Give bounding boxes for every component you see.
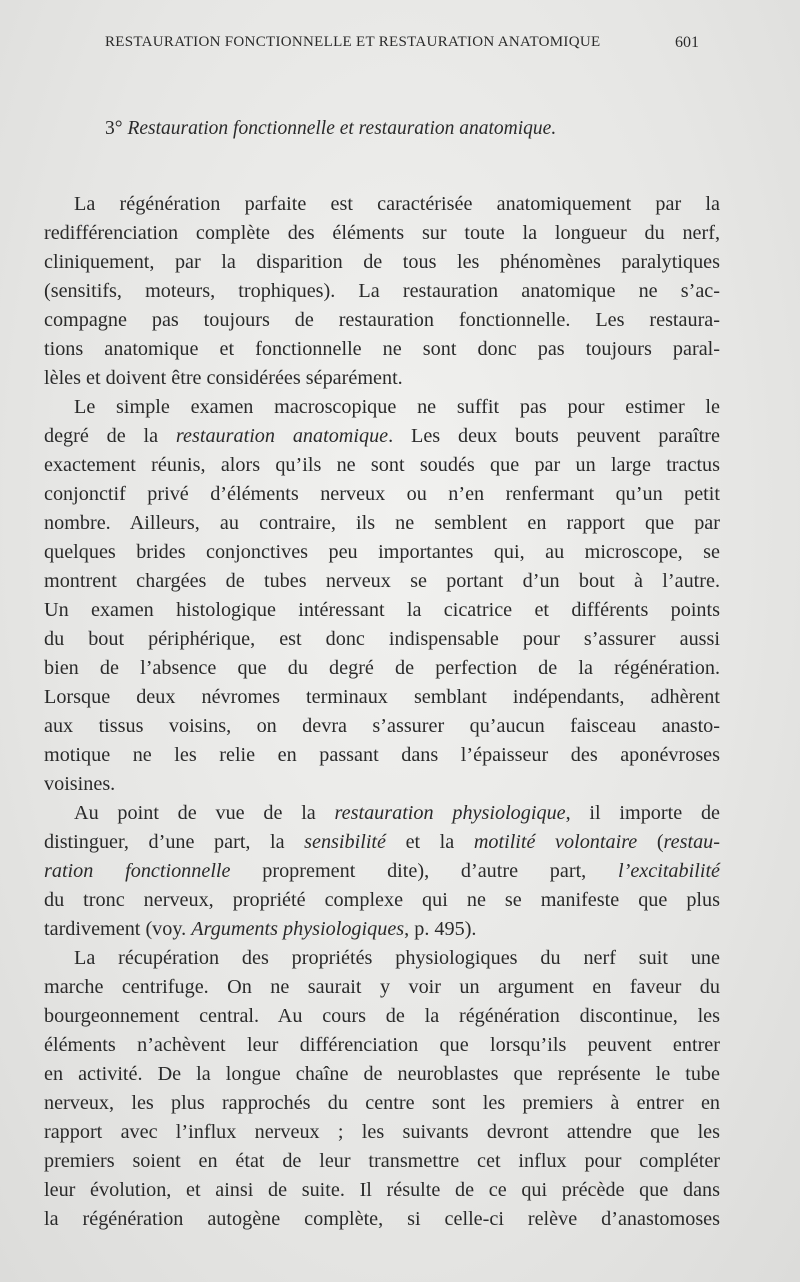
text-line: premiers soient en état de leur transmettre cet influx pour compléter	[44, 1150, 720, 1172]
text-span: proprement dite), d’autre part,	[230, 860, 618, 882]
text-line: nombre. Ailleurs, au contraire, ils ne semblent en rapport que par	[44, 512, 720, 534]
text-line	[44, 915, 720, 944]
text-line: voisines.	[44, 773, 116, 795]
text-line: du tronc nerveux, propriété complexe qui ne se manifeste que plus	[44, 889, 720, 911]
text-line: (sensitifs, moteurs, trophiques). La restauration anatomique ne s’ac-	[44, 280, 720, 302]
section-title-text: Restauration fonctionnelle et restauration anatomique.	[127, 118, 557, 139]
text-line: leur évolution, et ainsi de suite. Il résulte de ce qui précède que dans	[44, 1179, 720, 1201]
text-line: du bout périphérique, est donc indispensable pour s’assurer aussi	[44, 628, 720, 650]
text-line: cliniquement, par la disparition de tous les phénomènes paralytiques	[44, 251, 720, 273]
text-line	[44, 857, 720, 886]
text-line: La récupération des propriétés physiologiques du nerf suit une	[74, 947, 720, 969]
text-span: et la	[386, 831, 474, 853]
text-line: montrent chargées de tubes nerveux se portant d’un bout à l’autre.	[44, 570, 720, 592]
text-line: éléments n’achèvent leur différenciation que lorsqu’ils peuvent entrer	[44, 1034, 720, 1056]
body-text	[44, 190, 720, 1234]
emphasis-arguments-physiologiques: Arguments physiologiques	[191, 918, 405, 940]
text-span: . Les deux bouts peuvent paraître	[388, 425, 720, 447]
text-line: exactement réunis, alors qu’ils ne sont soudés que par un large tractus	[44, 454, 720, 476]
text-line: aux tissus voisins, on devra s’assurer qu’aucun faisceau anasto-	[44, 715, 720, 737]
text-line	[44, 422, 720, 451]
running-head: RESTAURATION FONCTIONNELLE ET RESTAURATION ANATOMIQUE	[105, 34, 601, 50]
text-line: Lorsque deux névromes terminaux semblant indépendants, adhèrent	[44, 686, 720, 708]
text-line: quelques brides conjonctives peu importantes qui, au microscope, se	[44, 541, 720, 563]
text-line: bourgeonnement central. Au cours de la régénération discontinue, les	[44, 1005, 720, 1027]
text-span: Au point de vue de la	[74, 802, 335, 824]
text-span: tardivement (voy.	[44, 918, 192, 940]
text-line: marche centrifuge. On ne saurait y voir un argument en faveur du	[44, 976, 720, 998]
text-line: compagne pas toujours de restauration fonctionnelle. Les restaura-	[44, 309, 720, 331]
text-line: Le simple examen macroscopique ne suffit pas pour estimer le	[74, 396, 720, 418]
text-line: la régénération autogène complète, si celle-ci relève d’anastomoses	[44, 1208, 720, 1230]
emphasis-restauration-physiologique: restauration physiologique	[334, 802, 566, 824]
section-number: 3°	[105, 118, 123, 139]
emphasis-restau: restau-	[663, 831, 720, 853]
text-span: , il importe de	[565, 802, 720, 824]
emphasis-sensibilite: sensibilité	[304, 831, 387, 853]
text-span: (	[637, 831, 664, 853]
section-title	[105, 118, 685, 140]
text-span: distinguer, d’une part, la	[44, 831, 305, 853]
text-line: Un examen histologique intéressant la cicatrice et différents points	[44, 599, 720, 621]
text-line: rapport avec l’influx nerveux ; les suivants devront attendre que les	[44, 1121, 720, 1143]
text-span: degré de la	[44, 425, 176, 447]
emphasis-ration-fonctionnelle: ration fonctionnelle	[44, 860, 231, 882]
text-line: La régénération parfaite est caractérisée anatomiquement par la	[74, 193, 720, 215]
text-line: motique ne les relie en passant dans l’épaisseur des aponévroses	[44, 744, 720, 766]
text-line: lèles et doivent être considérées séparément.	[44, 367, 403, 389]
text-line: en activité. De la longue chaîne de neuroblastes que représente le tube	[44, 1063, 720, 1085]
text-line: tions anatomique et fonctionnelle ne sont donc pas toujours paral-	[44, 338, 720, 360]
text-line	[44, 828, 720, 857]
text-line: nerveux, les plus rapprochés du centre sont les premiers à entrer en	[44, 1092, 720, 1114]
text-span: , p. 495).	[404, 918, 477, 940]
text-line: redifférenciation complète des éléments sur toute la longueur du nerf,	[44, 222, 720, 244]
text-line: conjonctif privé d’éléments nerveux ou n’en renfermant qu’un petit	[44, 483, 720, 505]
text-line: bien de l’absence que du degré de perfection de la régénération.	[44, 657, 720, 679]
emphasis-restauration-anatomique: restauration anatomique	[175, 425, 389, 447]
text-line	[44, 799, 720, 828]
page-number: 601	[675, 34, 699, 51]
emphasis-motilite-volontaire: motilité volontaire	[473, 831, 638, 853]
emphasis-excitabilite: l’excitabilité	[618, 860, 721, 882]
